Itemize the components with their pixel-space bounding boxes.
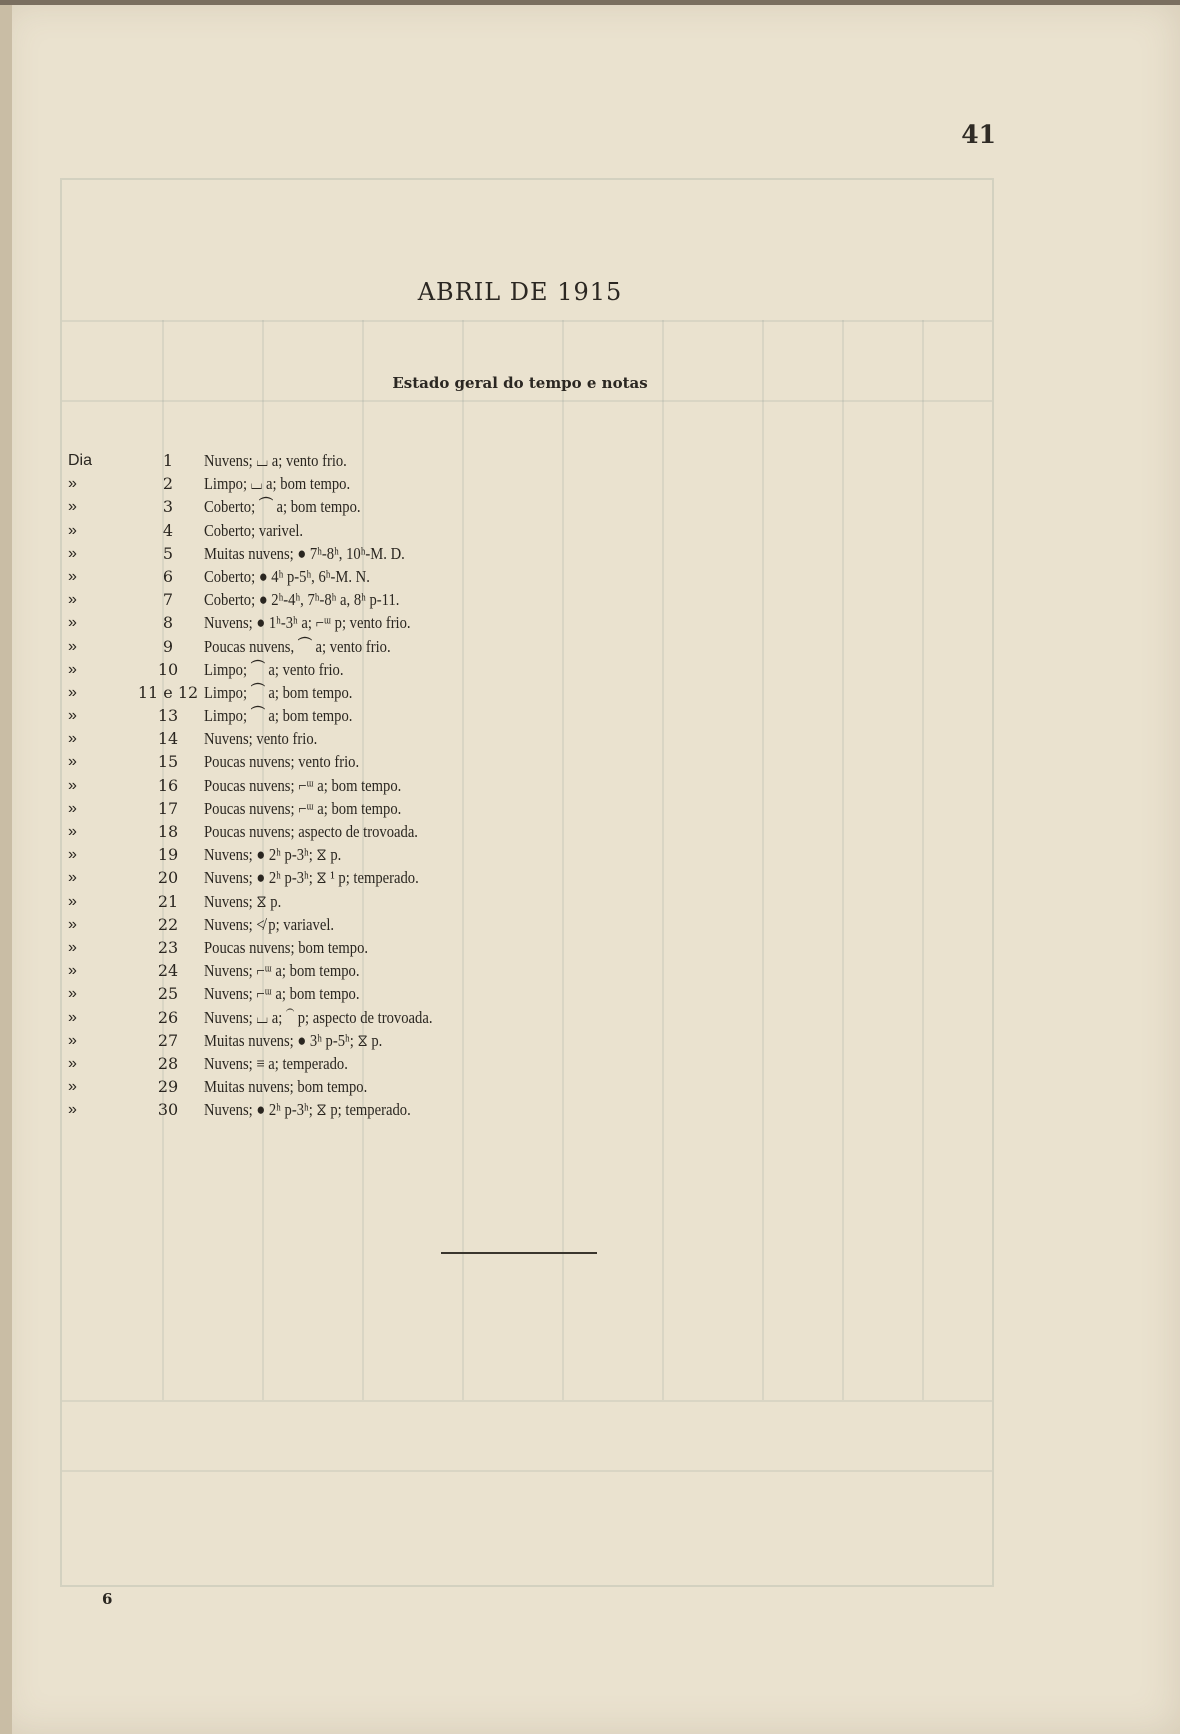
day-number: 20: [157, 868, 179, 888]
weather-note: Nuvens; vento frio.: [204, 729, 318, 749]
list-item: [68, 774, 768, 797]
weather-note: Nuvens; ● 2ʰ p-3ʰ; ⧖ ¹ p; temperado.: [204, 868, 419, 888]
day-number: 26: [157, 1007, 179, 1027]
day-marker: »: [68, 475, 77, 493]
day-marker: »: [68, 683, 77, 701]
weather-note: Muitas nuvens; ● 7ʰ-8ʰ, 10ʰ-M. D.: [204, 543, 405, 563]
page-edge-shadow: [0, 0, 12, 1734]
list-item: [68, 565, 768, 588]
weather-note: Limpo; ⌴ a; bom tempo.: [204, 474, 351, 494]
weather-note: Nuvens; ⌴ a; vento frio.: [204, 451, 347, 470]
list-item: [68, 681, 768, 704]
day-marker: »: [68, 915, 77, 933]
weather-note: Nuvens; ≮ p; variavel.: [204, 914, 335, 934]
list-item: [68, 843, 768, 866]
weather-note: Coberto; varivel.: [204, 520, 304, 540]
day-marker: »: [68, 799, 77, 817]
weather-note: Nuvens; ● 2ʰ p-3ʰ; ⧖ p; temperado.: [204, 1100, 411, 1120]
list-item: [68, 611, 768, 634]
weather-note: Poucas nuvens; bom tempo.: [204, 937, 369, 957]
list-item: [68, 890, 768, 913]
day-marker: »: [68, 614, 77, 632]
day-number: 5: [162, 543, 174, 563]
day-number: 21: [157, 891, 179, 911]
day-marker: »: [68, 660, 77, 678]
list-item: [68, 936, 768, 959]
weather-note: Nuvens; ⌐ᵚ a; bom tempo.: [204, 961, 360, 981]
day-marker: »: [68, 892, 77, 910]
day-marker: »: [68, 985, 77, 1003]
day-number: 13: [157, 706, 179, 726]
day-marker: »: [68, 1078, 77, 1096]
signature-mark: 6: [102, 1590, 113, 1608]
day-number: 4: [162, 520, 174, 540]
list-item: [68, 588, 768, 611]
day-number: 22: [157, 914, 179, 934]
day-number: 11 e 12: [137, 682, 199, 702]
day-marker: »: [68, 938, 77, 956]
list-item: [68, 1098, 768, 1121]
day-number: 28: [157, 1053, 179, 1073]
list-item: [68, 495, 768, 518]
list-item: [68, 820, 768, 843]
weather-note: Nuvens; ⌴ a; ⏜ p; aspecto de trovoada.: [204, 1007, 433, 1027]
day-marker: »: [68, 823, 77, 840]
list-item: [68, 658, 768, 681]
weather-note: Limpo; ⏜ a; bom tempo.: [204, 706, 353, 726]
list-item: [68, 704, 768, 727]
list-item: [68, 635, 768, 658]
day-marker: »: [68, 962, 77, 980]
weather-note: Muitas nuvens; bom tempo.: [204, 1077, 368, 1097]
day-number: 15: [157, 752, 179, 772]
weather-note: Coberto; ● 2ʰ-4ʰ, 7ʰ-8ʰ a, 8ʰ p-11.: [204, 590, 400, 610]
list-item: [68, 542, 768, 565]
list-item: [68, 866, 768, 889]
day-marker: »: [68, 1054, 77, 1072]
list-item: [68, 1075, 768, 1098]
day-marker: »: [68, 544, 77, 562]
day-number: 19: [157, 845, 179, 865]
day-number: 18: [157, 822, 179, 841]
weather-note: Nuvens; ⌐ᵚ a; bom tempo.: [204, 984, 360, 1004]
list-item: [68, 1029, 768, 1052]
day-marker: »: [68, 521, 77, 539]
list-item: [68, 959, 768, 982]
day-number: 9: [162, 636, 174, 656]
day-marker: »: [68, 1101, 77, 1119]
day-number: 29: [157, 1077, 179, 1097]
day-number: 7: [162, 590, 174, 610]
day-number: 23: [157, 937, 179, 957]
day-number: 1: [162, 451, 174, 470]
day-number: 25: [157, 984, 179, 1004]
page-number: 41: [961, 120, 996, 149]
list-item: [68, 519, 768, 542]
weather-note: Nuvens; ● 2ʰ p-3ʰ; ⧖ p.: [204, 845, 342, 865]
day-number: 10: [157, 659, 179, 679]
day-number: 3: [162, 497, 174, 517]
day-number: 17: [157, 798, 179, 818]
weather-note: Poucas nuvens; aspecto de trovoada.: [204, 822, 418, 841]
weather-note: Limpo; ⏜ a; bom tempo.: [204, 682, 353, 702]
day-marker: »: [68, 591, 77, 609]
weather-note: Muitas nuvens; ● 3ʰ p-5ʰ; ⧖ p.: [204, 1030, 383, 1050]
page-top-edge: [0, 0, 1180, 5]
list-item: [68, 913, 768, 936]
day-marker: Dia: [68, 452, 93, 469]
section-subtitle: Estado geral do tempo e notas: [392, 374, 648, 392]
day-marker: »: [68, 753, 77, 771]
day-marker: »: [68, 869, 77, 887]
weather-note: Nuvens; ● 1ʰ-3ʰ a; ⌐ᵚ p; vento frio.: [204, 613, 411, 633]
day-number: 24: [157, 961, 179, 981]
day-marker: »: [68, 637, 77, 655]
list-item: [68, 472, 768, 495]
page-title: ABRIL DE 1915: [417, 278, 623, 306]
daily-notes-list: [68, 449, 768, 1121]
list-item: [68, 982, 768, 1005]
day-marker: »: [68, 707, 77, 725]
list-item: [68, 750, 768, 773]
weather-note: Poucas nuvens, ⏜ a; vento frio.: [204, 636, 391, 656]
weather-note: Limpo; ⏜ a; vento frio.: [204, 659, 344, 679]
list-item: [68, 449, 768, 472]
day-marker: »: [68, 1031, 77, 1049]
list-item: [68, 1006, 768, 1029]
day-marker: »: [68, 730, 77, 748]
end-rule: [441, 1252, 597, 1254]
list-item: [68, 1052, 768, 1075]
day-number: 27: [157, 1030, 179, 1050]
weather-note: Poucas nuvens; ⌐ᵚ a; bom tempo.: [204, 798, 402, 818]
list-item: [68, 727, 768, 750]
day-marker: »: [68, 567, 77, 585]
day-marker: »: [68, 498, 77, 516]
list-item: [68, 797, 768, 820]
day-number: 14: [157, 729, 179, 749]
day-marker: »: [68, 776, 77, 794]
day-number: 2: [162, 474, 174, 494]
weather-note: Poucas nuvens; ⌐ᵚ a; bom tempo.: [204, 775, 402, 795]
weather-note: Poucas nuvens; vento frio.: [204, 752, 360, 772]
weather-note: Nuvens; ≡ a; temperado.: [204, 1053, 348, 1073]
weather-note: Nuvens; ⧖ p.: [204, 891, 282, 911]
day-number: 6: [162, 566, 174, 586]
day-marker: »: [68, 1008, 77, 1026]
weather-note: Coberto; ● 4ʰ p-5ʰ, 6ʰ-M. N.: [204, 566, 370, 586]
day-number: 30: [157, 1100, 179, 1120]
day-marker: »: [68, 846, 77, 864]
day-number: 8: [162, 613, 174, 633]
weather-note: Coberto; ⏜ a; bom tempo.: [204, 497, 361, 517]
day-number: 16: [157, 775, 179, 795]
